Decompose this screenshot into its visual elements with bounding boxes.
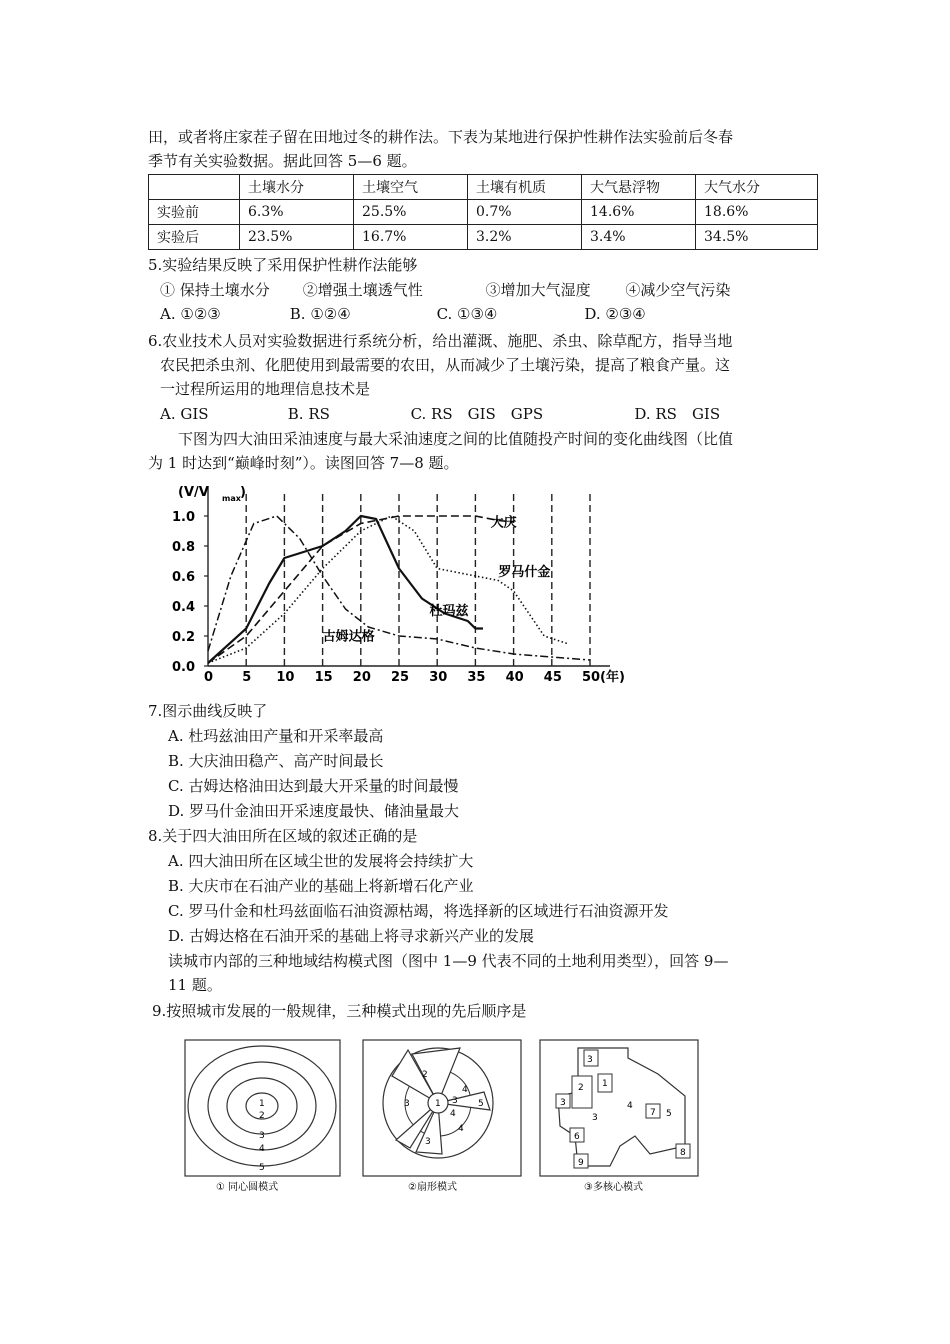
concentric-diagram [185, 1040, 340, 1193]
concentric-label: 5 [259, 1163, 265, 1173]
sector-label: 4 [450, 1109, 456, 1119]
y-tick-label: 0.2 [172, 630, 196, 645]
table-cell: 实验后 [149, 225, 240, 250]
sector-label: 1 [435, 1099, 441, 1109]
q8-option-c[interactable]: C. 罗马什金和杜玛兹面临石油资源枯竭，将选择新的区域进行石油资源开发 [168, 902, 669, 920]
series-label: 大庆 [490, 515, 517, 531]
q7-option-c[interactable]: C. 古姆达格油田达到最大开采量的时间最慢 [168, 777, 459, 795]
q8-option-b[interactable]: B. 大庆市在石油产业的基础上将新增石化产业 [168, 877, 474, 895]
q7-option-a[interactable]: A. 杜玛兹油田产量和开采率最高 [168, 727, 384, 745]
q6-options [160, 403, 720, 425]
x-tick-label: 25 [391, 670, 410, 685]
concentric-caption: ① 同心圆模式 [216, 1182, 279, 1193]
x-tick-label: 10 [276, 670, 295, 685]
q7-option-b[interactable]: B. 大庆油田稳产、高产时间最长 [168, 752, 384, 770]
x-axis-label: (年) [600, 670, 625, 685]
q5-item: ③增加大气湿度 [485, 281, 591, 299]
sector-label: 3 [425, 1137, 431, 1147]
multi-nuclei-diagram [540, 1040, 698, 1193]
oil-field-chart [160, 476, 660, 686]
y-axis-label: (V/V [178, 485, 209, 500]
y-axis-label-sub: max [222, 494, 241, 503]
x-tick-label: 40 [505, 670, 524, 685]
multi-label: 1 [602, 1079, 608, 1089]
sector-label: 3 [452, 1096, 458, 1106]
x-tick-label: 15 [314, 670, 333, 685]
q6-option-b[interactable]: B. RS [287, 405, 330, 423]
x-tick-label: 20 [352, 670, 371, 685]
x-tick-label: 5 [242, 670, 252, 685]
chart-intro-line-2: 为 1 时达到“巅峰时刻”）。读图回答 7—8 题。 [148, 454, 459, 472]
intro-line-2: 季节有关实验数据。据此回答 5—6 题。 [148, 152, 417, 170]
table-header-row [149, 175, 818, 200]
multi-label: 3 [587, 1055, 593, 1065]
table-cell: 25.5% [354, 200, 468, 225]
q5-stem: 5.实验结果反映了采用保护性耕作法能够 [148, 256, 418, 274]
multi-label: 7 [650, 1108, 656, 1118]
table-cell: 18.6% [696, 200, 818, 225]
table-cell: 3.2% [468, 225, 582, 250]
table-cell: 0.7% [468, 200, 582, 225]
table-cell: 14.6% [582, 200, 696, 225]
concentric-label: 3 [259, 1131, 265, 1141]
sector-caption: ②扇形模式 [408, 1182, 457, 1193]
q5-option-d[interactable]: D. ②③④ [584, 305, 646, 323]
q8-option-d[interactable]: D. 古姆达格在石油开采的基础上将寻求新兴产业的发展 [168, 927, 535, 945]
multi-label: 6 [574, 1132, 580, 1142]
sector-label: 4 [462, 1085, 468, 1095]
concentric-label: 1 [259, 1099, 265, 1109]
chart-intro-line-1: 下图为四大油田采油速度与最大采油速度之间的比值随投产时间的变化曲线图（比值 [178, 430, 734, 448]
y-tick-label: 0.8 [172, 540, 196, 555]
sector-label: 3 [404, 1099, 410, 1109]
table-header-cell: 土壤有机质 [468, 175, 582, 200]
q5-option-a[interactable]: A. ①②③ [160, 305, 221, 323]
table-row [149, 225, 818, 250]
multi-label: 8 [680, 1148, 686, 1158]
q9-stem: 9.按照城市发展的一般规律，三种模式出现的先后顺序是 [152, 1002, 527, 1020]
q6-option-a[interactable]: A. GIS [160, 405, 209, 423]
multi-label: 9 [578, 1158, 584, 1168]
y-axis-label-end: ) [240, 485, 246, 500]
sector-label: 5 [478, 1099, 484, 1109]
table-cell: 实验前 [149, 200, 240, 225]
city-intro-line-1: 读城市内部的三种地域结构模式图（图中 1—9 代表不同的土地利用类型），回答 9— [168, 952, 729, 970]
y-tick-label: 0.4 [172, 600, 196, 615]
city-intro-line-2: 11 题。 [168, 976, 222, 994]
concentric-label: 2 [259, 1111, 265, 1121]
table-header-cell: 大气水分 [696, 175, 818, 200]
city-structure-diagrams [180, 1036, 710, 1198]
multi-label: 3 [560, 1098, 566, 1108]
table-cell: 3.4% [582, 225, 696, 250]
series-label: 罗马什金 [498, 565, 551, 580]
q6-option-c[interactable]: C. RS GIS GPS [410, 405, 544, 423]
x-tick-label: 50 [582, 670, 601, 685]
table-header-cell: 土壤空气 [354, 175, 468, 200]
table-header-cell [149, 175, 240, 200]
q8-stem: 8.关于四大油田所在区域的叙述正确的是 [148, 827, 418, 845]
x-tick-label: 0 [204, 670, 214, 685]
q7-option-d[interactable]: D. 罗马什金油田开采速度最快、储油量最大 [168, 802, 460, 820]
q6-line-1: 6.农业技术人员对实验数据进行系统分析，给出灌溉、施肥、杀虫、除草配方，指导当地 [148, 332, 733, 350]
table-row [149, 200, 818, 225]
experiment-table [148, 174, 818, 250]
q5-items [160, 279, 730, 301]
x-tick-label: 30 [429, 670, 448, 685]
intro-line-1: 田，或者将庄家茬子留在田地过冬的耕作法。下表为某地进行保护性耕作法实验前后冬春 [148, 128, 734, 146]
q6-line-2: 农民把杀虫剂、化肥使用到最需要的农田，从而减少了土壤污染，提高了粮食产量。这 [160, 356, 731, 374]
y-tick-label: 0.0 [172, 660, 196, 675]
q7-stem: 7.图示曲线反映了 [148, 702, 268, 720]
table-cell: 23.5% [240, 225, 354, 250]
q5-item: ① 保持土壤水分 [160, 281, 270, 299]
q6-line-3: 一过程所运用的地理信息技术是 [160, 380, 371, 398]
q5-option-c[interactable]: C. ①③④ [436, 305, 498, 323]
multi-label: 3 [592, 1113, 598, 1123]
table-cell: 16.7% [354, 225, 468, 250]
multi-label: 2 [578, 1083, 584, 1093]
concentric-label: 4 [259, 1144, 265, 1154]
q8-option-a[interactable]: A. 四大油田所在区域尘世的发展将会持续扩大 [168, 852, 474, 870]
x-tick-label: 45 [543, 670, 562, 685]
multi-label: 5 [666, 1109, 672, 1119]
table-cell: 34.5% [696, 225, 818, 250]
series-label: 古姆达格 [322, 629, 375, 645]
multi-caption: ③多核心模式 [584, 1182, 643, 1193]
q5-item: ④减少空气污染 [625, 281, 731, 299]
y-tick-label: 0.6 [172, 570, 196, 585]
table-cell: 6.3% [240, 200, 354, 225]
q5-options [160, 303, 646, 325]
sector-label: 2 [422, 1070, 428, 1080]
y-tick-label: 1.0 [172, 510, 196, 525]
sector-diagram [363, 1040, 521, 1193]
series-label: 杜玛兹 [429, 604, 469, 619]
sector-label: 4 [458, 1124, 464, 1134]
table-header-cell: 土壤水分 [240, 175, 354, 200]
table-header-cell: 大气悬浮物 [582, 175, 696, 200]
x-tick-label: 35 [467, 670, 486, 685]
q5-option-b[interactable]: B. ①②④ [289, 305, 351, 323]
q6-option-d[interactable]: D. RS GIS [634, 405, 721, 423]
multi-label: 4 [627, 1101, 633, 1111]
q5-item: ②增强土壤透气性 [302, 281, 423, 299]
